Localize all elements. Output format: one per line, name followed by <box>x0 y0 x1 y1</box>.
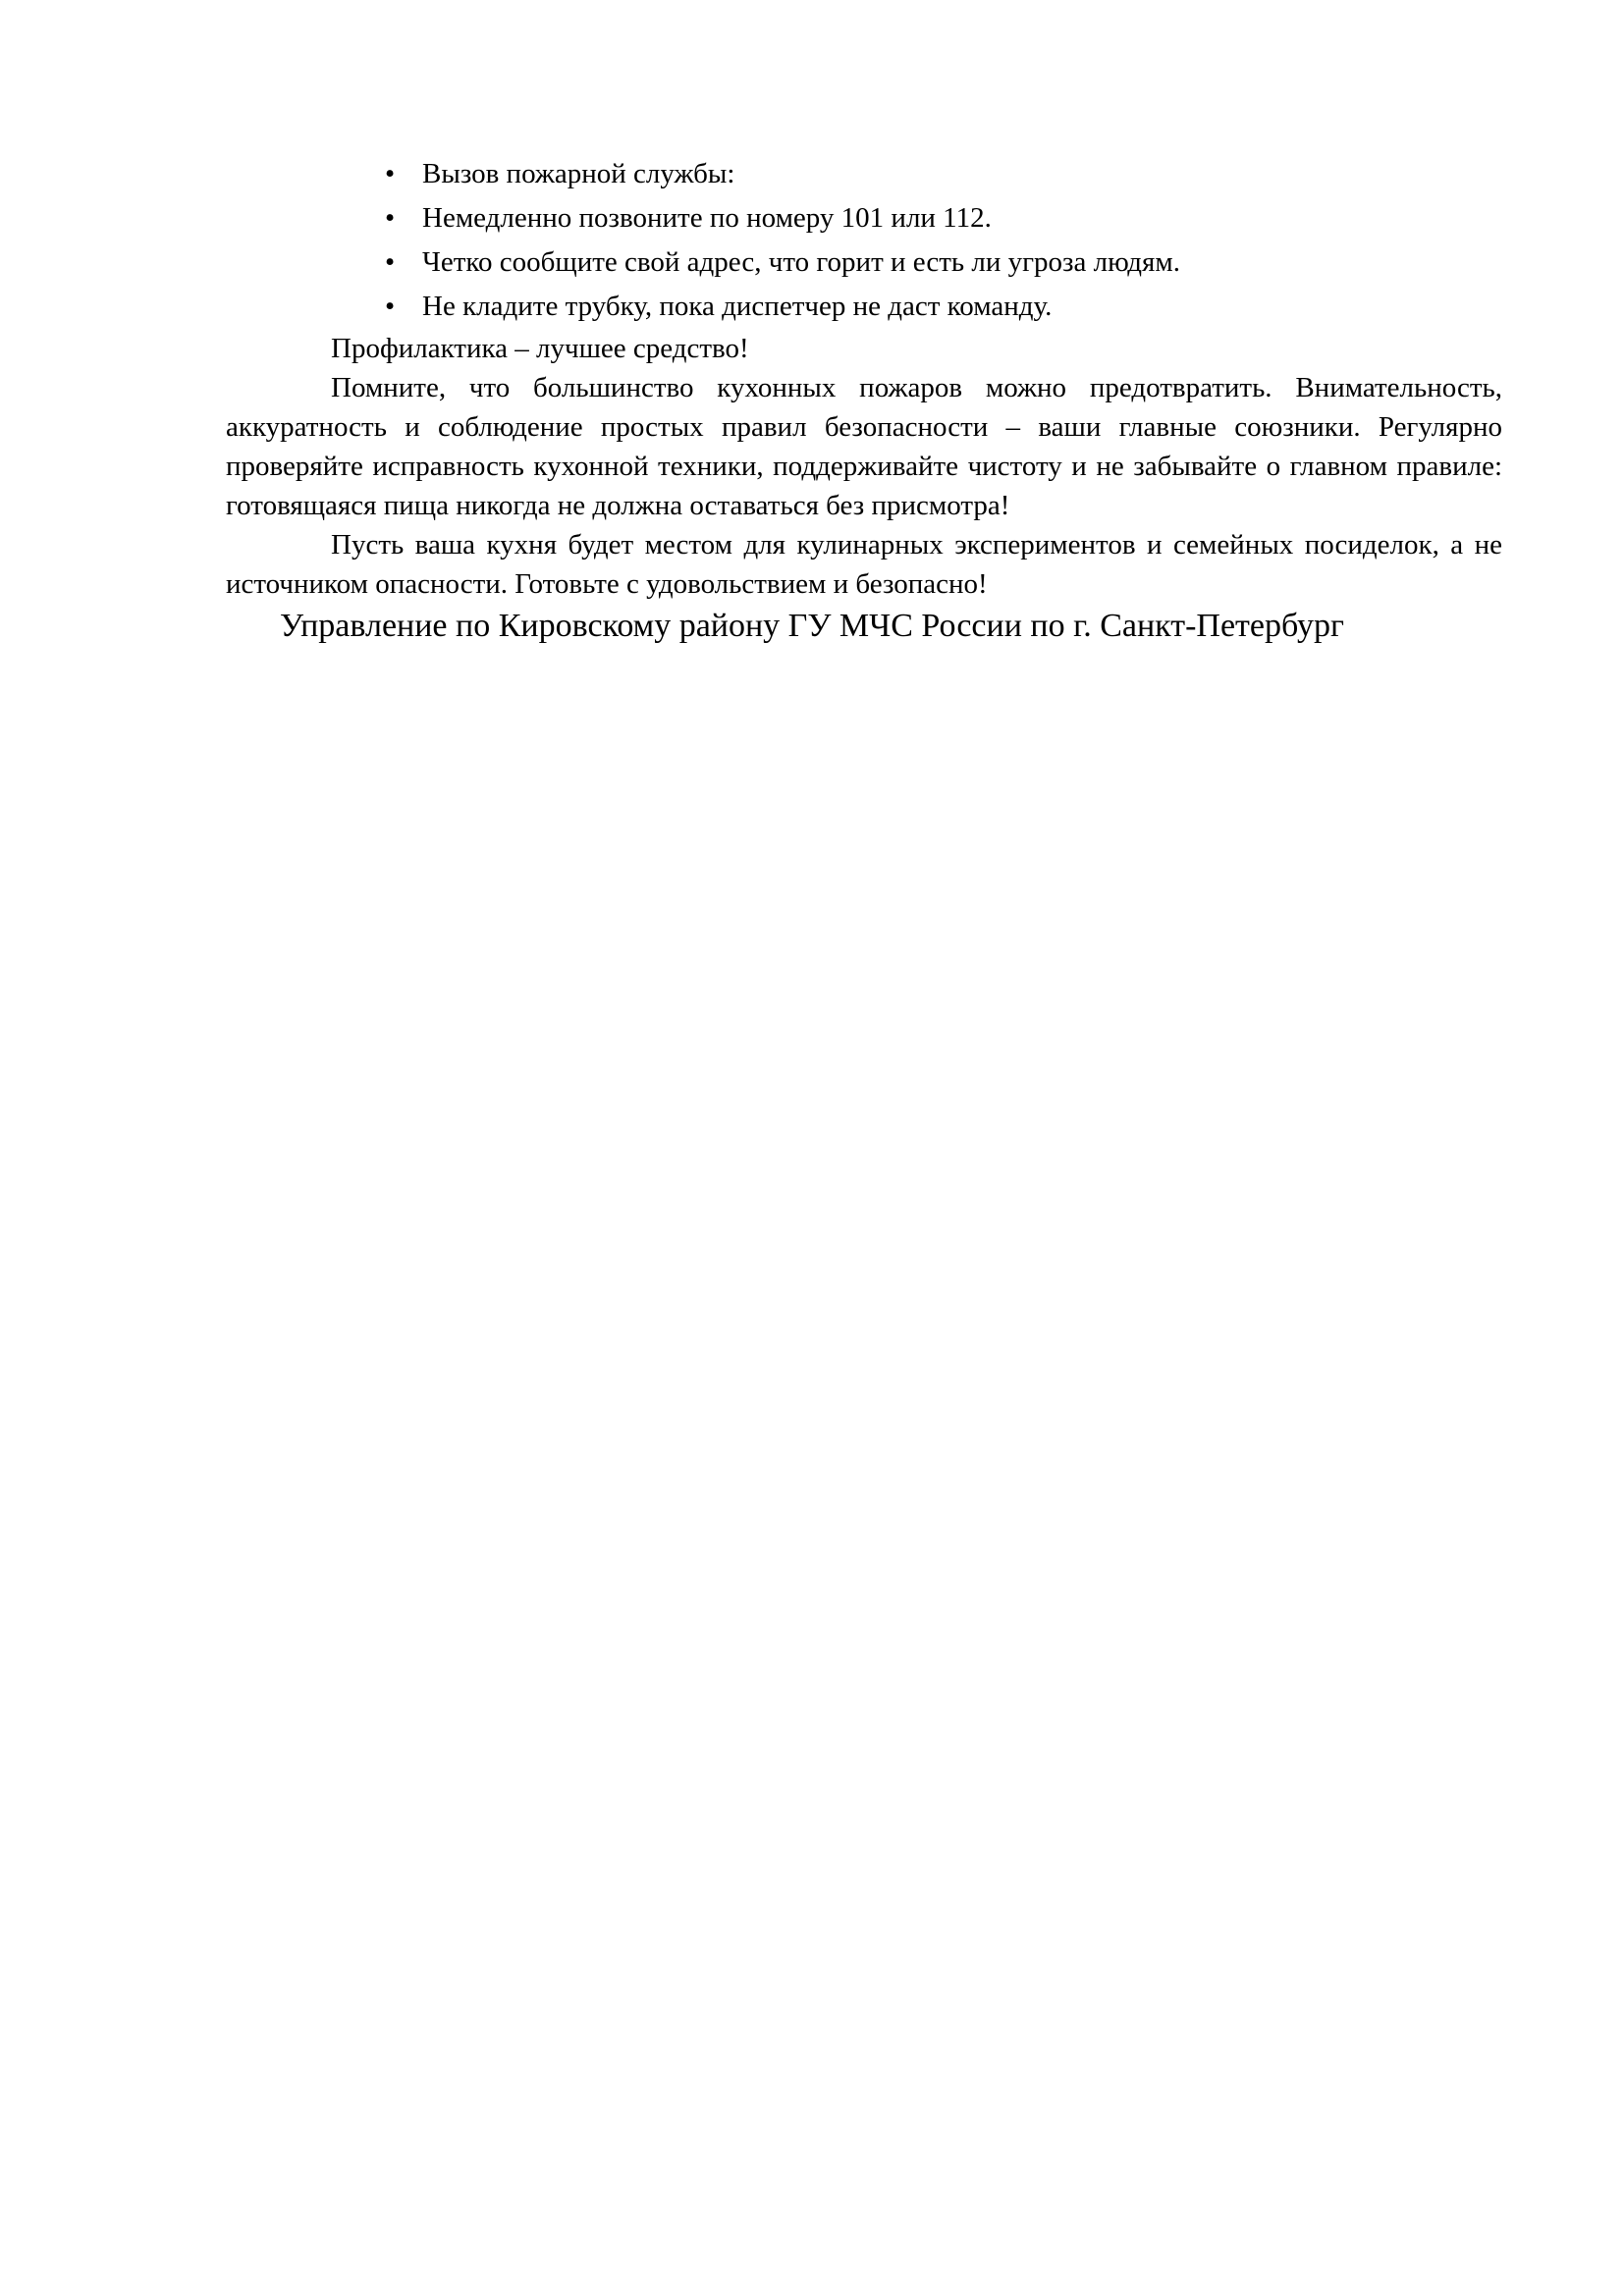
wish-paragraph: Пусть ваша кухня будет местом для кулинарных экспериментов и семейных посиделок, а не источником опасности. Готовьте с удовольствием и безопасно! <box>226 529 1502 600</box>
prevention-heading: Профилактика – лучшее средство! <box>331 333 749 364</box>
signature-line: Управление по Кировскому району ГУ МЧС России по г. Санкт-Петербург <box>280 608 1344 644</box>
bullet-item-call-number: • Немедленно позвоните по номеру 101 или 112. <box>385 196 1502 240</box>
bullet-item-stay-on-line: • Не кладите трубку, пока диспетчер не даст команду. <box>385 285 1502 329</box>
bullet-list <box>385 152 1502 329</box>
bullet-item-state-address: • Четко сообщите свой адрес, что горит и есть ли угроза людям. <box>385 240 1502 285</box>
bullet-item-call-fire-service: • Вызов пожарной службы: <box>385 152 1502 196</box>
document-content <box>226 152 1502 649</box>
remember-paragraph: Помните, что большинство кухонных пожаров можно предотвратить. Внимательность, аккуратность и соблюдение простых правил безопасности – ваши главные союзники. Регулярно проверяйте исправность кухонной техники, поддерживайте чистоту и не забывайте о главном правиле: готовящаяся пища никогда не должна оставаться без присмотра! <box>226 372 1502 521</box>
